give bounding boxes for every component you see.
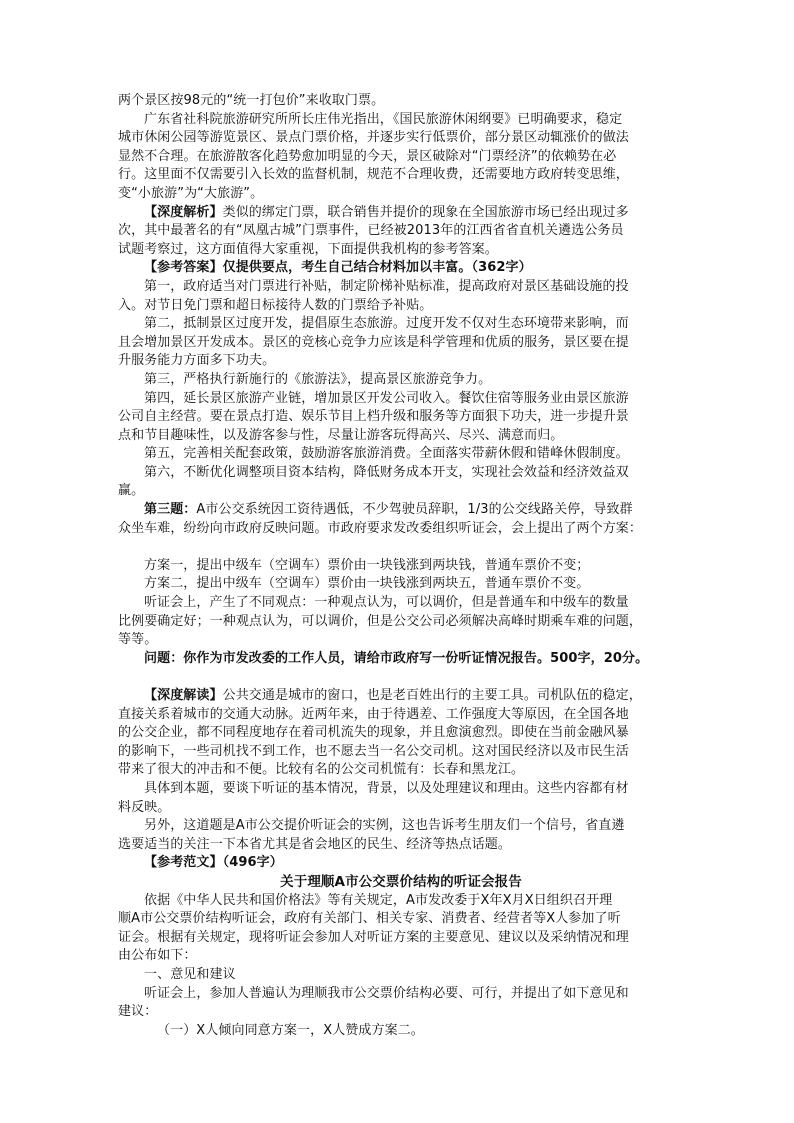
text-line: 方案二，提出中级车（空调车）票价由一块钱涨到两块五，普通车票价不变。 xyxy=(144,576,590,592)
text-line: 的影响下，一些司机找不到工作，也不愿去当一名公交司机。这对国民经济以及市民生活 xyxy=(118,743,629,759)
text-line: 的公交企业，都不同程度地存在着司机流失的现象，并且愈演愈烈。即使在当前金融风暴 xyxy=(118,725,629,741)
question-line: 问题：你作为市发改委的工作人员，请给市政府写一份听证情况报告。500字，20分。 xyxy=(144,650,649,666)
blank-line xyxy=(118,668,684,687)
text-line: 显然不合理。在旅游散客化趋势愈加明显的今天，景区破除对“门票经济”的依赖势在必 xyxy=(118,148,617,164)
section-heading: 【参考答案】仅提供要点，考生自己结合材料加以丰富。（362字） xyxy=(144,260,532,276)
document-page xyxy=(118,92,684,1040)
deep-interpretation-line: 【深度解读】公共交通是城市的窗口，也是老百姓出行的主要工具。司机队伍的稳定， xyxy=(144,688,642,703)
text-line: 第二，抵制景区过度开发，提倡原生态旅游。过度开发不仅对生态环境带来影响，而 xyxy=(144,316,629,332)
text-line: 入。对节日免门票和超日标接待人数的门票给予补贴。 xyxy=(118,297,433,313)
text-line: 两个景区按98元的“统一打包价”来收取门票。 xyxy=(118,93,385,108)
text-line: 依据《中华人民共和国价格法》等有关规定，A市发改委于X年X月X日组织召开理 xyxy=(144,892,613,908)
text-line: 变“小旅游”为“大旅游”。 xyxy=(118,185,264,201)
text-line: 听证会上，参加人普遍认为理顺我市公交票价结构必要、可行，并提出了如下意见和 xyxy=(144,985,629,1001)
text-line: 由公布如下： xyxy=(118,948,197,964)
text-line: 众坐车难，纷纷向市政府反映问题。市政府要求发改委组织听证会，会上提出了两个方案： xyxy=(118,520,643,536)
text-line: 城市休闲公园等游览景区、景点门票价格，并逐步实行低票价，部分景区动辄涨价的做法 xyxy=(118,130,629,146)
text-line: 次，其中最著名的有“凤凰古城”门票事件，已经被2013年的江西省省直机关遴选公务员 xyxy=(118,223,624,239)
text-line: 赢。 xyxy=(118,483,145,499)
text-line: 第四，延长景区旅游产业链，增加景区开发公司收入。餐饮住宿等服务业由景区旅游 xyxy=(144,390,629,406)
text-line: 料反映。 xyxy=(118,799,171,815)
text-line: 等等。 xyxy=(118,632,158,648)
text-line: 方案一，提出中级车（空调车）票价由一块钱涨到两块钱，普通车票价不变； xyxy=(144,557,590,573)
text-line: 建议： xyxy=(118,1004,158,1020)
text-line: 行。这里面不仅需要引入长效的监督机制，规范不合理收费，还需要地方政府转变思维， xyxy=(118,167,629,183)
text-line: 具体到本题，要谈下听证的基本情况，背景，以及处理建议和理由。这些内容都有材 xyxy=(144,780,629,796)
section-heading: 【深度解读】 xyxy=(144,688,223,703)
text-line: 第一，政府适当对门票进行补贴，制定阶梯补贴标准，提高政府对景区基础设施的投 xyxy=(144,278,629,294)
text-line: 广东省社科院旅游研究所所长庄伟光指出，《国民旅游休闲纲要》已明确要求，稳定 xyxy=(144,111,623,127)
section-heading: 第三题： xyxy=(144,502,197,518)
text-line: 另外，这道题是A市公交提价听证会的实例，这也告诉考生朋友们一个信号，省直遴 xyxy=(144,818,625,834)
text-line: 顺A市公交票价结构听证会，政府有关部门、相关专家、消费者、经营者等X人参加了听 xyxy=(118,911,621,927)
text-line: 且会增加景区开发成本。景区的竞核心竞争力应该是科学管理和优质的服务，景区要在提 xyxy=(118,334,629,350)
section-heading: 【参考范文】（496字） xyxy=(144,855,283,871)
subheading: 一、意见和建议 xyxy=(144,966,236,982)
blank-line xyxy=(118,538,684,557)
text-line: 点和节目趣味性，以及游客参与性，尽量让游客玩得高兴、尽兴、满意而归。 xyxy=(118,427,564,443)
text-line: 听证会上，产生了不同观点：一种观点认为，可以调价，但是普通车和中级车的数量 xyxy=(144,595,629,611)
report-title: 关于理顺A市公交票价结构的听证会报告 xyxy=(280,873,522,890)
text-line: 比例要确定好；一种观点认为，可以调价，但是公交公司必须解决高峰时期乘车难的问题， xyxy=(118,613,643,629)
deep-analysis-line: 【深度解析】类似的绑定门票，联合销售并提价的现象在全国旅游市场已经出现过多 xyxy=(144,204,629,220)
text-line: （一）X人倾向同意方案一，X人赞成方案二。 xyxy=(157,1022,424,1038)
question-three-line: 第三题：A市公交系统因工资待遇低，不少驾驶员辞职，1/3的公交线路关停，导致群 xyxy=(144,502,633,518)
text-line: 第五，完善相关配套政策，鼓励游客旅游消费。全面落实带薪休假和错峰休假制度。 xyxy=(144,446,629,462)
text-line: 直接关系着城市的交通大动脉。近两年来，由于待遇差、工作强度大等原因，在全国各地 xyxy=(118,706,629,722)
text-line: 证会。根据有关规定，现将听证会参加人对听证方案的主要意见、建议以及采纳情况和理 xyxy=(118,929,629,945)
text-line: 公司自主经营。要在景点打造、娱乐节目上档升级和服务等方面狠下功夫，进一步提升景 xyxy=(118,409,629,425)
section-heading: 【深度解析】 xyxy=(144,204,223,220)
text-line: 升服务能力方面多下功夫。 xyxy=(118,353,276,369)
text-line: 第三，严格执行新施行的《旅游法》，提高景区旅游竞争力。 xyxy=(144,371,492,387)
text-line: 第六，不断优化调整项目资本结构，降低财务成本开支，实现社会效益和经济效益双 xyxy=(144,464,629,480)
text-line: 选要适当的关注一下本省尤其是省会地区的民生、经济等热点话题。 xyxy=(118,836,512,852)
text-line: 带来了很大的冲击和不便。比较有名的公交司机慌有：长春和黑龙江。 xyxy=(118,762,525,778)
text-line: 试题考察过，这方面值得大家重视，下面提供我机构的参考答案。 xyxy=(118,241,498,257)
